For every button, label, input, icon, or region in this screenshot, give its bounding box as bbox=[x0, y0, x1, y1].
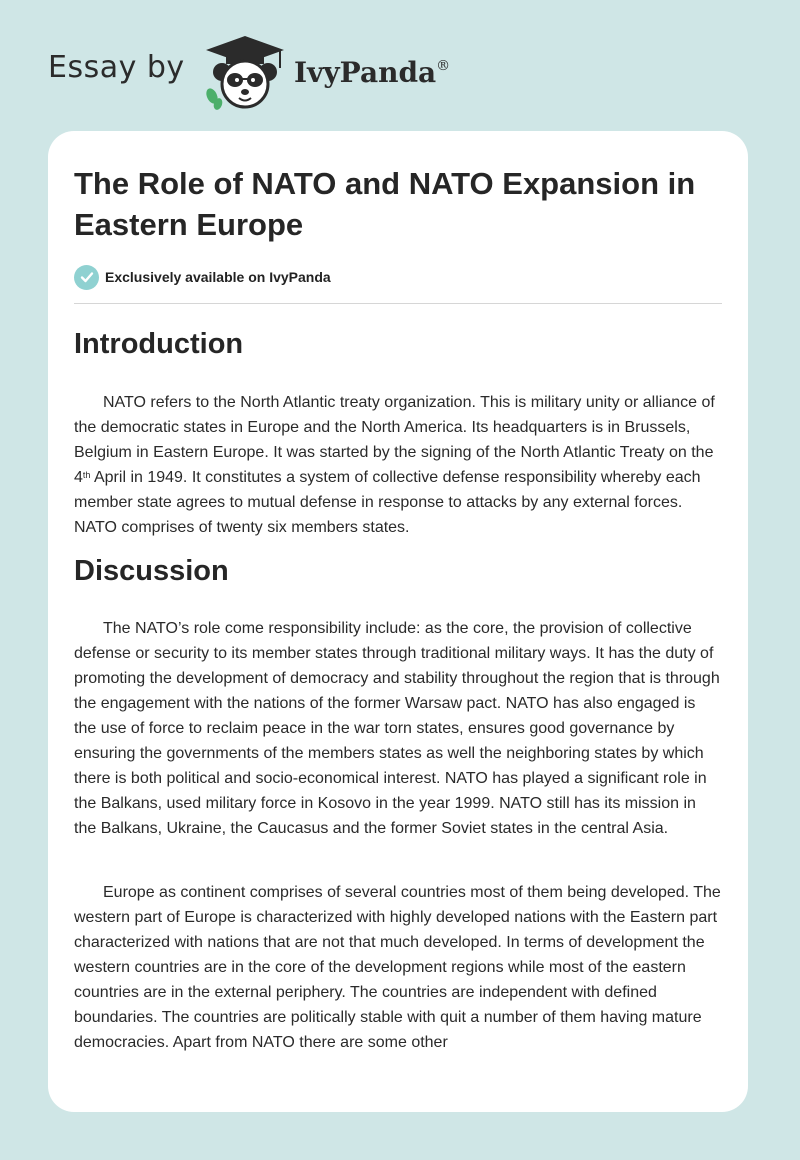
panda-logo-icon bbox=[202, 34, 288, 110]
essay-by-label: Essay by bbox=[48, 50, 185, 85]
section-heading-introduction: Introduction bbox=[74, 328, 244, 360]
essay-card bbox=[48, 131, 748, 1112]
divider bbox=[74, 303, 722, 304]
section-heading-discussion: Discussion bbox=[74, 555, 229, 587]
paragraph-introduction: NATO refers to the North Atlantic treaty organization. This is military unity or alliance of the democratic states in Europe and the North America. Its headquarters is in Brussels, Belgium in Eastern Europe. It was started by the signing of the North Atlantic Treaty on the 4th April in 1949. It constitutes a system of collective defense responsibility whereby each member state agrees to mutual defense in response to attacks by any external forces. NATO comprises of twenty six members states. bbox=[74, 394, 715, 536]
badge-label: Exclusively available on IvyPanda bbox=[105, 269, 331, 285]
site-header bbox=[48, 34, 748, 114]
paragraph-discussion-2: Europe as continent comprises of several countries most of them being developed. The western part of Europe is characterized with highly developed nations with the Eastern part characterized with nations that are not that much developed. In terms of development the western countries are in the core of the development regions while most of the eastern countries are in the external periphery. The countries are independent with defined boundaries. The countries are politically stable with quit a number of them having mature democracies. Apart from NATO there are some other bbox=[74, 884, 721, 1051]
brand-name: IvyPanda® bbox=[294, 56, 451, 89]
paragraph-discussion-1: The NATO’s role come responsibility include: as the core, the provision of collective defense or security to its member states through traditional military ways. It has the duty of promoting the development of democracy and stability throughout the region that is through the engagement with the nations of the former Warsaw pact. NATO has also engaged is the use of force to reclaim peace in the war torn states, ensures good governance by ensuring the governments of the members states as well the neighboring states by which there is both political and socio-economical interest. NATO has played a significant role in the Balkans, used military force in Kosovo in the year 1999. NATO still has its mission in the Balkans, Ukraine, the Caucasus and the former Soviet states in the central Asia. bbox=[74, 620, 720, 837]
registered-mark: ® bbox=[436, 58, 451, 74]
exclusive-badge bbox=[74, 264, 331, 290]
essay-title: The Role of NATO and NATO Expansion in Eastern Europe bbox=[74, 166, 696, 242]
check-icon bbox=[74, 265, 99, 290]
